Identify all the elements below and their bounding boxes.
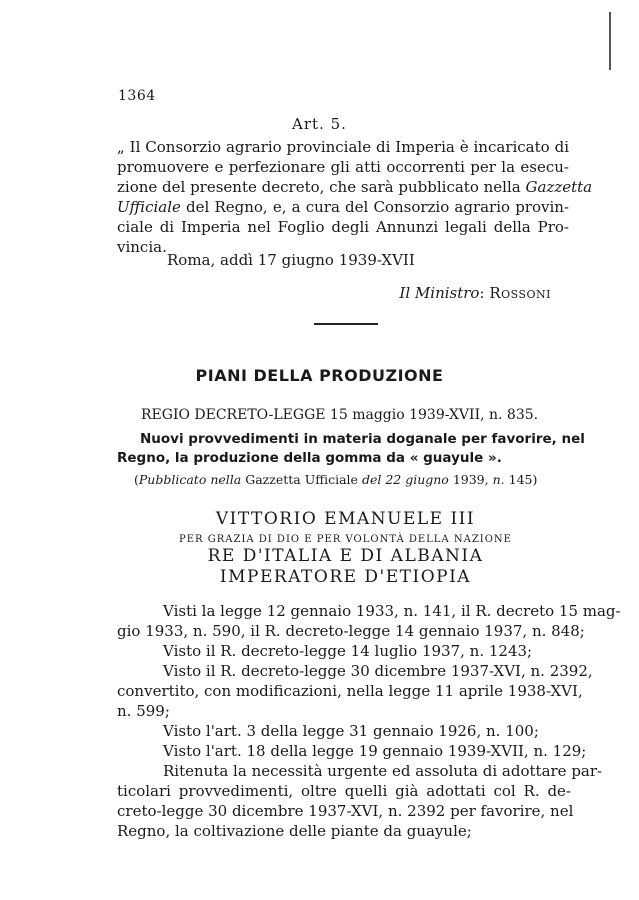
body-line-11: creto-legge 30 dicembre 1937-XVI, n. 2392 per favorire, nel: [117, 802, 574, 820]
publication-note: [134, 470, 537, 490]
body-line-7: Visto l'art. 3 della legge 31 gennaio 1926, n. 100;: [163, 722, 539, 740]
ufficiale-italic: Ufficiale: [117, 198, 181, 216]
king-title-1: RE D'ITALIA E DI ALBANIA: [207, 546, 484, 566]
pub-n: n.: [492, 472, 505, 487]
pub-italic-1: Pubblicato nella: [138, 472, 242, 487]
article-line-2: promuovere e perfezionare gli atti occorrenti per la esecu-: [117, 158, 569, 176]
pub-italic-2: del 22 giugno: [361, 472, 449, 487]
decree-subject-line-1: Nuovi provvedimenti in materia doganale per favorire, nel: [140, 431, 585, 447]
body-line-6: n. 599;: [117, 702, 170, 720]
body-line-12: Regno, la coltivazione delle piante da guayule;: [117, 822, 472, 840]
article-heading: Art. 5.: [292, 115, 347, 133]
king-grace-formula: PER GRAZIA DI DIO E PER VOLONTÀ DELLA NAZIONE: [179, 534, 512, 545]
pub-gazzetta: Gazzetta Ufficiale: [245, 472, 358, 487]
pub-year: 1939,: [452, 472, 489, 487]
pub-close: 145): [508, 472, 538, 487]
article-line-6: vincia.: [117, 238, 167, 256]
section-separator: [314, 323, 378, 325]
page-edge-mark: [609, 12, 611, 70]
article-line-5: ciale di Imperia nel Foglio degli Annunzi legali della Pro-: [117, 218, 569, 236]
body-line-3: Visto il R. decreto-legge 14 luglio 1937, n. 1243;: [163, 642, 533, 660]
signature-separator: :: [479, 284, 485, 302]
decree-line: REGIO DECRETO-LEGGE 15 maggio 1939-XVII, n. 835.: [141, 407, 539, 423]
pub-open: (: [134, 472, 139, 487]
decree-subject-line-2: Regno, la produzione della gomma da « guayule ».: [117, 450, 502, 466]
body-line-4: Visto il R. decreto-legge 30 dicembre 1937-XVI, n. 2392,: [163, 662, 593, 680]
body-line-8: Visto l'art. 18 della legge 19 gennaio 1939-XVII, n. 129;: [163, 742, 587, 760]
king-name: VITTORIO EMANUELE III: [215, 509, 476, 529]
king-title-2: IMPERATORE D'ETIOPIA: [219, 567, 472, 587]
body-line-1: Visti la legge 12 gennaio 1933, n. 141, il R. decreto 15 mag-: [163, 602, 621, 620]
signature-title: Il Ministro: [399, 284, 480, 302]
signature-name: Rossoni: [489, 284, 551, 302]
page-number: 1364: [118, 88, 156, 104]
article-line-4: [117, 197, 569, 217]
article-line-3: [117, 177, 593, 197]
section-title: PIANI DELLA PRODUZIONE: [195, 366, 444, 385]
place-date: Roma, addì 17 giugno 1939-XVII: [167, 251, 415, 269]
article-line-1: „ Il Consorzio agrario provinciale di Imperia è incaricato di: [117, 138, 569, 156]
body-line-10: ticolari provvedimenti, oltre quelli già adottati col R. de-: [117, 782, 571, 800]
article-line-3-text: zione del presente decreto, che sarà pubblicato nella: [117, 178, 521, 196]
body-line-9: Ritenuta la necessità urgente ed assoluta di adottare par-: [163, 762, 603, 780]
body-line-2: gio 1933, n. 590, il R. decreto-legge 14 gennaio 1937, n. 848;: [117, 622, 585, 640]
body-line-5: convertito, con modificazioni, nella legge 11 aprile 1938-XVI,: [117, 682, 583, 700]
gazzetta-italic: Gazzetta: [525, 178, 593, 196]
article-line-4-text: del Regno, e, a cura del Consorzio agrario provin-: [186, 198, 569, 216]
signature: [399, 284, 551, 302]
